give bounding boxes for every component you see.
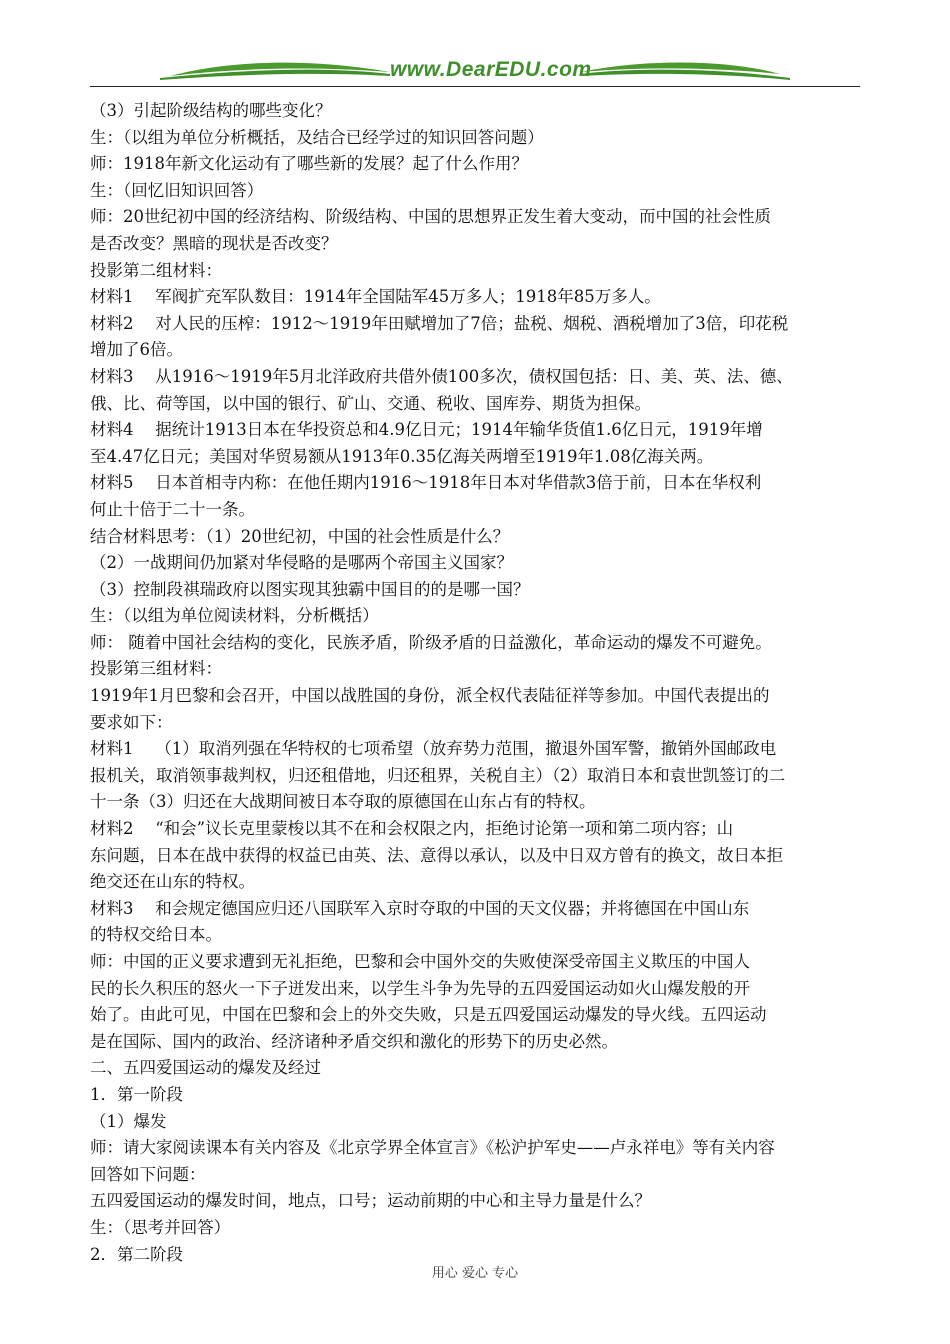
text-line: 五四爱国运动的爆发时间，地点，口号；运动前期的中心和主导力量是什么？ xyxy=(90,1191,651,1211)
text-line: 至4.47亿日元；美国对华贸易额从1913年0.35亿海关两增至1919年1.08亿海关两。 xyxy=(90,446,714,466)
text-line: 材料2 对人民的压榨：1912～1919年田赋增加了7倍；盐税、烟税、酒税增加了3倍，印花税 xyxy=(90,313,789,333)
document-body xyxy=(90,98,860,1268)
page-header xyxy=(90,52,860,94)
text-line: （3）引起阶级结构的哪些变化？ xyxy=(90,101,332,120)
text-line: （3）控制段祺瑞政府以图实现其独霸中国目的的是哪一国？ xyxy=(90,579,530,599)
text-line: 生：（回忆旧知识回答） xyxy=(90,180,264,200)
text-line: 师：请大家阅读课本有关内容及《北京学界全体宣言》《松沪护军史——卢永祥电》等有关内容 xyxy=(90,1138,775,1158)
text-line: 师： 随着中国社会结构的变化，民族矛盾，阶级矛盾的日益激化，革命运动的爆发不可避免。 xyxy=(90,632,772,652)
text-line: 生：（以组为单位分析概括，及结合已经学过的知识回答问题） xyxy=(90,127,544,147)
text-line: 材料5 日本首相寺内称：在他任期内1916～1918年日本对华借款3倍于前，日本在华权利 xyxy=(90,473,762,493)
text-line: 东问题，日本在战中获得的权益已由英、法、意得以承认，以及中日双方曾有的换文，故日本拒 xyxy=(90,845,783,865)
text-line: 材料4 据统计1913日本在华投资总和4.9亿日元；1914年输华货值1.6亿日元，1919年增 xyxy=(90,420,763,440)
text-line: 1919年1月巴黎和会召开，中国以战胜国的身份，派全权代表陆征祥等参加。中国代表提出的 xyxy=(90,686,770,706)
subsection-heading: 2．第二阶段 xyxy=(90,1244,183,1264)
text-line: 回答如下问题： xyxy=(90,1164,206,1184)
text-line: 材料1 （1）取消列强在华特权的七项希望（放弃势力范围，撤退外国军警，撤销外国邮政电 xyxy=(90,739,777,759)
text-line: 民的长久积压的怒火一下子迸发出来，以学生斗争为先导的五四爱国运动如火山爆发般的开 xyxy=(90,978,750,998)
text-line: 是在国际、国内的政治、经济诸种矛盾交织和激化的形势下的历史必然。 xyxy=(90,1031,618,1051)
header-rule xyxy=(90,86,860,87)
text-line: 材料1 军阀扩充军队数目：1914年全国陆军45万多人；1918年85万多人。 xyxy=(90,287,661,307)
text-line: 材料3 从1916～1919年5月北洋政府共借外债100多次，债权国包括：日、美、英、法、德、 xyxy=(90,366,793,386)
text-line: 始了。由此可见，中国在巴黎和会上的外交失败，只是五四爱国运动爆发的导火线。五四运动 xyxy=(90,1005,767,1025)
text-line: 材料2 “和会”议长克里蒙梭以其不在和会权限之内，拒绝讨论第一项和第二项内容；山 xyxy=(90,819,734,839)
text-line: 的特权交给日本。 xyxy=(90,925,222,945)
text-line: 生：（思考并回答） xyxy=(90,1217,231,1237)
page-footer: 用心 爱心 专心 xyxy=(431,1266,519,1281)
text-line: 要求如下： xyxy=(90,712,173,732)
subsection-heading: 1．第一阶段 xyxy=(90,1084,183,1104)
text-line: 投影第二组材料： xyxy=(90,260,222,280)
section-heading: 二、五四爱国运动的爆发及经过 xyxy=(90,1058,321,1078)
text-line: 师：1918年新文化运动有了哪些新的发展？起了什么作用？ xyxy=(90,154,528,174)
text-line: 十一条（3）归还在大战期间被日本夺取的原德国在山东占有的特权。 xyxy=(90,792,596,812)
text-line: （1）爆发 xyxy=(90,1111,167,1131)
text-line: 结合材料思考：（1）20世纪初，中国的社会性质是什么？ xyxy=(90,526,510,546)
text-line: 生：（以组为单位阅读材料，分析概括） xyxy=(90,606,379,626)
text-line: 绝交还在山东的特权。 xyxy=(90,872,255,892)
site-logo-text: www.DearEDU.com xyxy=(390,58,592,81)
text-line: 师：中国的正义要求遭到无礼拒绝，巴黎和会中国外交的失败使深受帝国主义欺压的中国人 xyxy=(90,952,750,971)
text-line: 投影第三组材料： xyxy=(90,659,222,679)
text-line: 何止十倍于二十一条。 xyxy=(90,499,255,519)
text-line: 是否改变？黑暗的现状是否改变？ xyxy=(90,233,338,253)
text-line: 增加了6倍。 xyxy=(90,340,183,360)
text-line: 俄、比、荷等国，以中国的银行、矿山、交通、税收、国库券、期货为担保。 xyxy=(90,393,651,413)
text-line: 师：20世纪初中国的经济结构、阶级结构、中国的思想界正发生着大变动，而中国的社会性质 xyxy=(90,207,771,227)
text-line: （2）一战期间仍加紧对华侵略的是哪两个帝国主义国家？ xyxy=(90,553,513,573)
text-line: 报机关，取消领事裁判权，归还租借地，归还租界，关税自主）（2）取消日本和袁世凯签订的二 xyxy=(90,765,786,785)
text-line: 材料3 和会规定德国应归还八国联军入京时夺取的中国的天文仪器；并将德国在中国山东 xyxy=(90,898,750,918)
